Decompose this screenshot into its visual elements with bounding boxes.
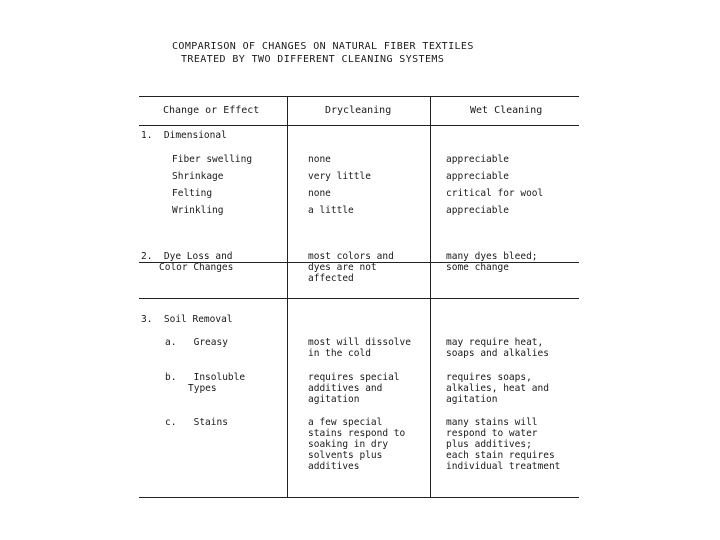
effect-fiber-swelling: Fiber swelling (172, 154, 253, 165)
insoluble-wet-line-1: requires soaps, (446, 372, 532, 383)
dry-shrinkage: very little (308, 171, 371, 182)
effect-shrinkage: Shrinkage (172, 171, 224, 182)
title-line-2: TREATED BY TWO DIFFERENT CLEANING SYSTEMS (181, 54, 445, 65)
header-bottom-rule (139, 125, 579, 126)
greasy-wet-line-2: soaps and alkalies (446, 348, 549, 359)
soil-stains-label: c. Stains (165, 417, 228, 428)
stains-dry-line-1: a few special (308, 417, 383, 428)
wet-fiber-swelling: appreciable (446, 154, 509, 165)
effect-felting: Felting (172, 188, 213, 199)
greasy-wet-line-1: may require heat, (446, 337, 544, 348)
document-title (172, 40, 474, 66)
greasy-dry-line-1: most will dissolve (308, 337, 411, 348)
stains-dry-line-2: stains respond to (308, 428, 406, 439)
insoluble-wet-line-3: agitation (446, 394, 498, 405)
stains-wet-line-1: many stains will (446, 417, 538, 428)
soil-insoluble-label-line-1: b. Insoluble (165, 372, 246, 383)
wet-wrinkling: appreciable (446, 205, 509, 216)
header-wet-cleaning: Wet Cleaning (470, 105, 543, 116)
table-top-rule (139, 96, 579, 97)
title-line-1: COMPARISON OF CHANGES ON NATURAL FIBER TEXTILES (172, 41, 474, 52)
header-change-or-effect: Change or Effect (163, 105, 260, 116)
stains-dry-line-3: soaking in dry (308, 439, 389, 450)
wet-shrinkage: appreciable (446, 171, 509, 182)
header-drycleaning: Drycleaning (325, 105, 392, 116)
greasy-dry-line-2: in the cold (308, 348, 371, 359)
stains-wet-line-3: plus additives; (446, 439, 532, 450)
table-bottom-rule (139, 497, 579, 498)
insoluble-wet-line-2: alkalies, heat and (446, 383, 549, 394)
dye-wet-line-2: some change (446, 262, 509, 273)
soil-greasy-label: a. Greasy (165, 337, 228, 348)
wet-felting: critical for wool (446, 188, 544, 199)
dye-dry-line-3: affected (308, 273, 354, 284)
section-divider-2 (139, 298, 579, 299)
insoluble-dry-line-1: requires special (308, 372, 400, 383)
stains-wet-line-2: respond to water (446, 428, 538, 439)
column-divider-2 (430, 96, 431, 498)
section-dimensional-heading: 1. Dimensional (141, 130, 227, 141)
dye-wet-line-1: many dyes bleed; (446, 251, 538, 262)
column-divider-1 (287, 96, 288, 498)
dry-felting: none (308, 188, 331, 199)
insoluble-dry-line-3: agitation (308, 394, 360, 405)
dye-dry-line-2: dyes are not (308, 262, 377, 273)
stains-wet-line-4: each stain requires (446, 450, 555, 461)
insoluble-dry-line-2: additives and (308, 383, 383, 394)
effect-wrinkling: Wrinkling (172, 205, 224, 216)
dry-wrinkling: a little (308, 205, 354, 216)
stains-wet-line-5: individual treatment (446, 461, 561, 472)
section-dye-heading-line-1: 2. Dye Loss and (141, 251, 233, 262)
dye-dry-line-1: most colors and (308, 251, 394, 262)
section-dye-heading-line-2: Color Changes (159, 262, 234, 273)
stains-dry-line-4: solvents plus (308, 450, 383, 461)
section-soil-heading: 3. Soil Removal (141, 314, 233, 325)
dry-fiber-swelling: none (308, 154, 331, 165)
soil-insoluble-label-line-2: Types (188, 383, 217, 394)
stains-dry-line-5: additives (308, 461, 360, 472)
document-page (135, 30, 580, 500)
